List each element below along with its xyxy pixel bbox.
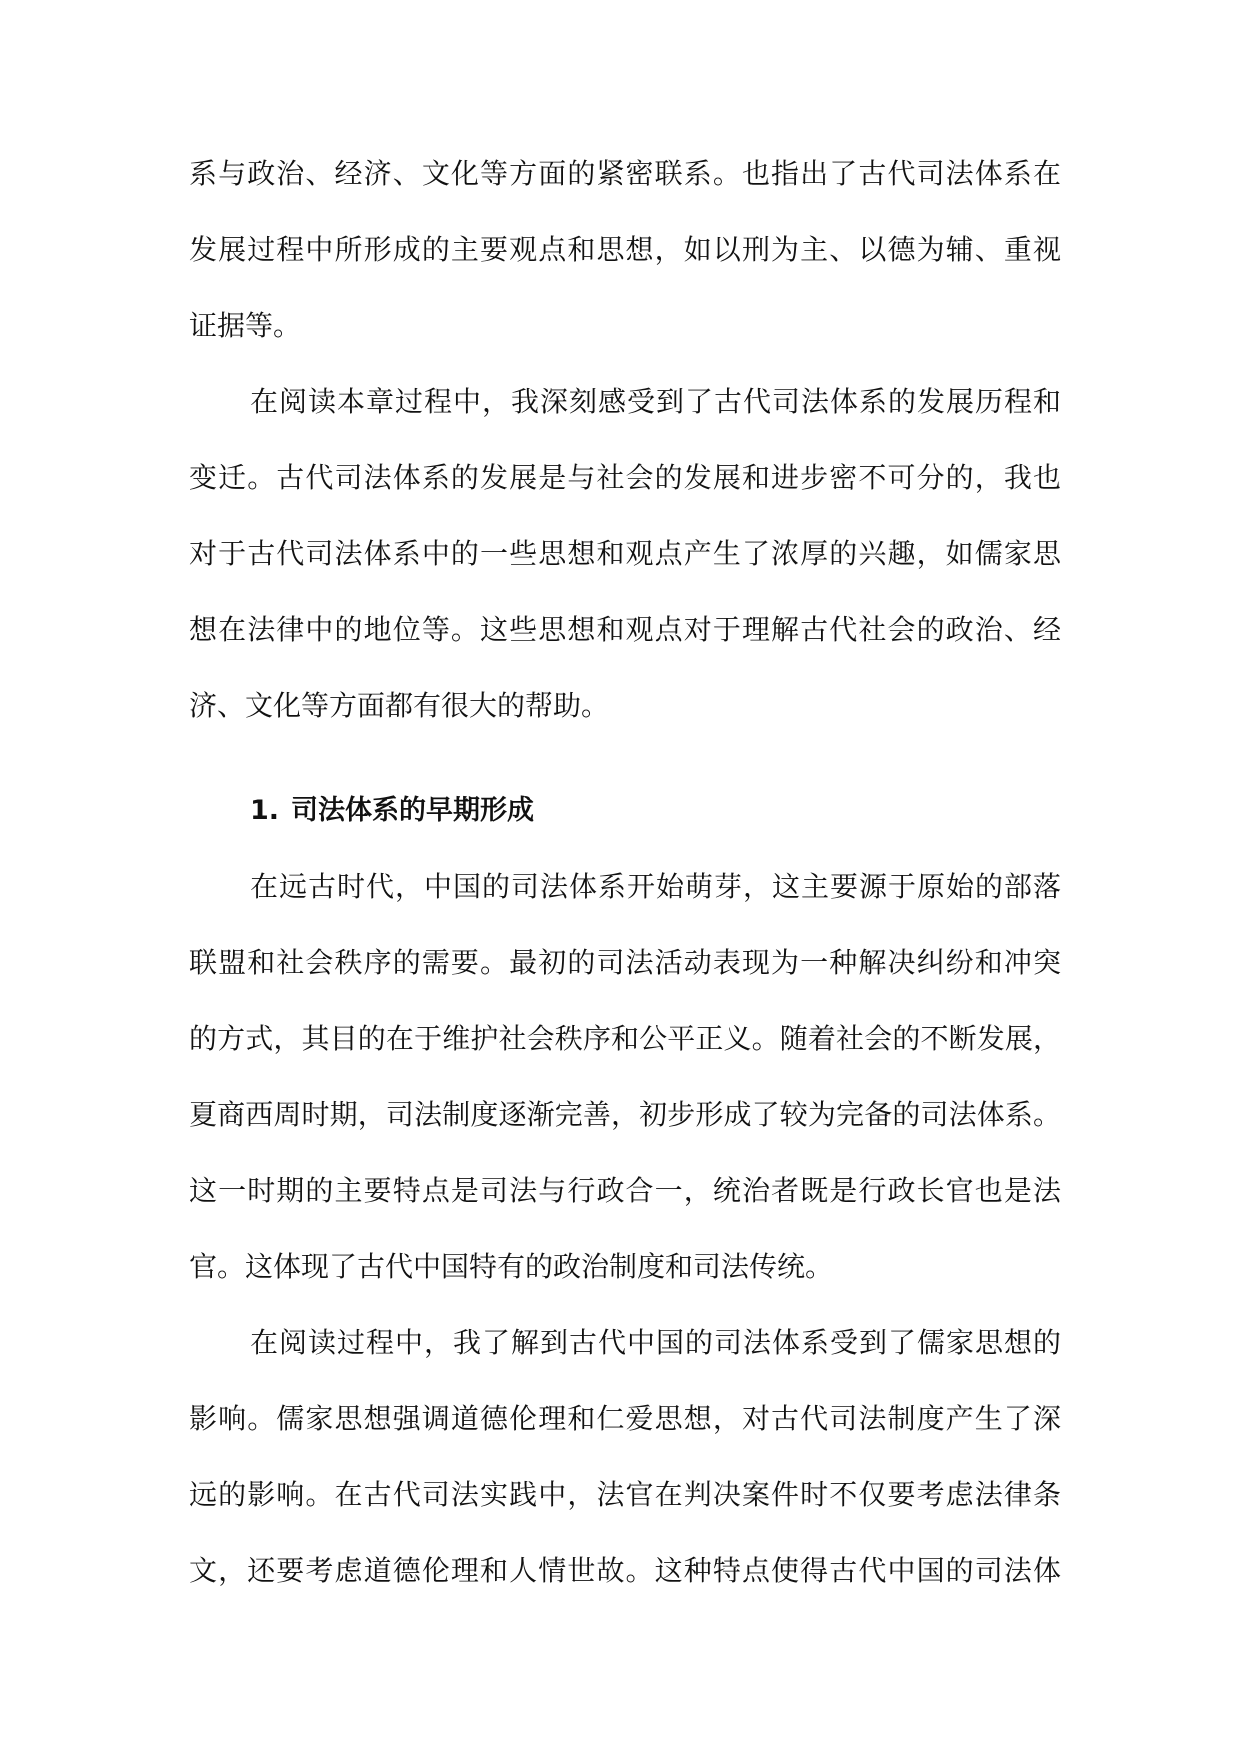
paragraph-continued <box>189 136 1061 364</box>
text-line: 联盟和社会秩序的需要。最初的司法活动表现为一种解决纠纷和冲突 <box>189 946 1061 979</box>
paragraph-confucian-influence <box>189 1305 1061 1609</box>
text-line: 这一时期的主要特点是司法与行政合一，统治者既是行政长官也是法 <box>189 1174 1061 1207</box>
text-line: 影响。儒家思想强调道德伦理和仁爱思想，对古代司法制度产生了深 <box>189 1402 1061 1435</box>
section-title: 司法体系的早期形成 <box>291 795 534 826</box>
text-line: 济、文化等方面都有很大的帮助。 <box>189 689 610 722</box>
text-line: 的方式，其目的在于维护社会秩序和公平正义。随着社会的不断发展， <box>189 1022 1061 1055</box>
page-body <box>189 136 1061 1609</box>
text-line: 在阅读本章过程中，我深刻感受到了古代司法体系的发展历程和 <box>250 385 1061 418</box>
text-line: 想在法律中的地位等。这些思想和观点对于理解古代社会的政治、经 <box>189 613 1061 646</box>
text-line: 变迁。古代司法体系的发展是与社会的发展和进步密不可分的，我也 <box>189 461 1061 494</box>
text-line: 发展过程中所形成的主要观点和思想，如以刑为主、以德为辅、重视 <box>189 233 1061 266</box>
section-heading <box>189 773 1061 849</box>
paragraph-reading-reflection <box>189 364 1061 744</box>
text-line: 系与政治、经济、文化等方面的紧密联系。也指出了古代司法体系在 <box>189 157 1061 190</box>
text-line: 在远古时代，中国的司法体系开始萌芽，这主要源于原始的部落 <box>250 870 1061 903</box>
paragraph-early-formation <box>189 849 1061 1305</box>
text-line: 证据等。 <box>189 309 302 342</box>
text-line: 官。这体现了古代中国特有的政治制度和司法传统。 <box>189 1250 834 1283</box>
text-line: 文，还要考虑道德伦理和人情世故。这种特点使得古代中国的司法体 <box>189 1554 1061 1587</box>
text-line: 在阅读过程中，我了解到古代中国的司法体系受到了儒家思想的 <box>250 1326 1061 1359</box>
text-line: 远的影响。在古代司法实践中，法官在判决案件时不仅要考虑法律条 <box>189 1478 1061 1511</box>
text-line: 对于古代司法体系中的一些思想和观点产生了浓厚的兴趣，如儒家思 <box>189 537 1061 570</box>
section-number: 1. <box>250 795 280 826</box>
text-line: 夏商西周时期，司法制度逐渐完善，初步形成了较为完备的司法体系。 <box>189 1098 1061 1131</box>
